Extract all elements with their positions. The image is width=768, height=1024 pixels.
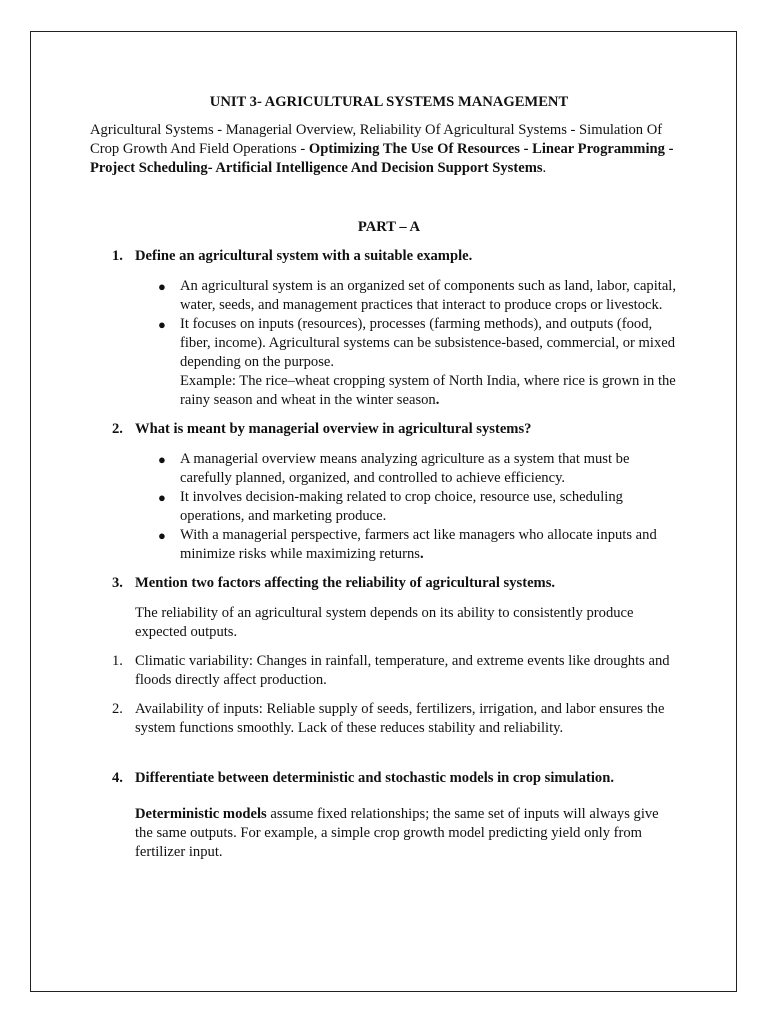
question-1 — [90, 247, 680, 266]
factor-item — [90, 652, 680, 690]
bullet-icon: ● — [158, 528, 166, 543]
answer-4-paragraph — [90, 805, 680, 862]
question-text: What is meant by managerial overview in agricultural systems? — [135, 421, 532, 437]
example-end: . — [435, 392, 440, 408]
lead-rest: assume fixed relationships; the same set of inputs will always give the same outputs. For example, a simple crop growth model predicting yield only from fertilizer input. — [135, 806, 659, 860]
intro-end: . — [542, 160, 547, 176]
question-number: 2. — [112, 421, 123, 437]
question-number: 4. — [112, 770, 123, 786]
bullet-text: A managerial overview means analyzing agriculture as a system that must be carefully planned, organized, and controlled to achieve efficiency. — [180, 451, 630, 486]
factor-text: Climatic variability: Changes in rainfall, temperature, and extreme events like droughts and floods directly affect production. — [135, 653, 670, 688]
bullet-item — [90, 488, 680, 526]
example-text: Example: The rice–wheat cropping system of North India, where rice is grown in the rainy season and wheat in the winter season — [180, 373, 676, 408]
bullet-text: It involves decision-making related to crop choice, resource use, scheduling operations, and marketing produce. — [180, 489, 623, 524]
question-number: 3. — [112, 575, 123, 591]
bullet-icon: ● — [158, 490, 166, 505]
question-text: Mention two factors affecting the reliability of agricultural systems. — [135, 575, 556, 591]
question-text: Define an agricultural system with a suitable example. — [135, 248, 473, 264]
bullet-text: An agricultural system is an organized set of components such as land, labor, capital, water, seeds, and management practices that interact to produce crops or livestock. — [180, 278, 677, 313]
factor-number: 1. — [112, 653, 123, 669]
intro-plain: Agricultural Systems - Managerial Overview, Reliability Of Agricultural Systems - Simulation Of Crop Growth And Field Operations - — [90, 122, 663, 157]
question-2 — [90, 420, 680, 439]
answer-2-bullets — [90, 450, 680, 564]
bullet-end: . — [419, 546, 424, 562]
answer-3-paragraph: The reliability of an agricultural system depends on its ability to consistently produce expected outputs. — [135, 605, 634, 640]
bullet-icon: ● — [158, 452, 166, 467]
bullet-item — [90, 315, 680, 410]
factor-item — [90, 700, 680, 738]
factor-text: Availability of inputs: Reliable supply of seeds, fertilizers, irrigation, and labor ensures the system functions smoothly. Lack of these reduces stability and reliability. — [135, 701, 665, 736]
lead-bold: Deterministic models — [135, 806, 267, 822]
bullet-text: With a managerial perspective, farmers act like managers who allocate inputs and minimize risks while maximizing returns — [180, 527, 657, 562]
bullet-item — [90, 526, 680, 564]
factor-number: 2. — [112, 701, 123, 717]
bullet-item — [90, 277, 680, 315]
answer-1-bullets — [90, 277, 680, 410]
question-4 — [90, 769, 680, 788]
intro-paragraph — [90, 121, 680, 178]
bullet-icon: ● — [158, 317, 166, 332]
document-body — [90, 93, 680, 862]
bullet-icon: ● — [158, 279, 166, 294]
bullet-text: It focuses on inputs (resources), processes (farming methods), and outputs (food, fiber, income). Agricultural systems can be subsistence-based, commercial, or mixed depending on the purpose. — [180, 316, 676, 370]
bullet-item — [90, 450, 680, 488]
part-heading: PART – A — [357, 219, 421, 235]
question-number: 1. — [112, 248, 123, 264]
page-title: UNIT 3- AGRICULTURAL SYSTEMS MANAGEMENT — [209, 94, 569, 110]
intro-bold: Optimizing The Use Of Resources - Linear Programming - Project Scheduling- Artificial Intelligence And Decision Support Systems — [90, 141, 674, 176]
question-3 — [90, 574, 680, 593]
question-text: Differentiate between deterministic and stochastic models in crop simulation. — [135, 770, 614, 786]
